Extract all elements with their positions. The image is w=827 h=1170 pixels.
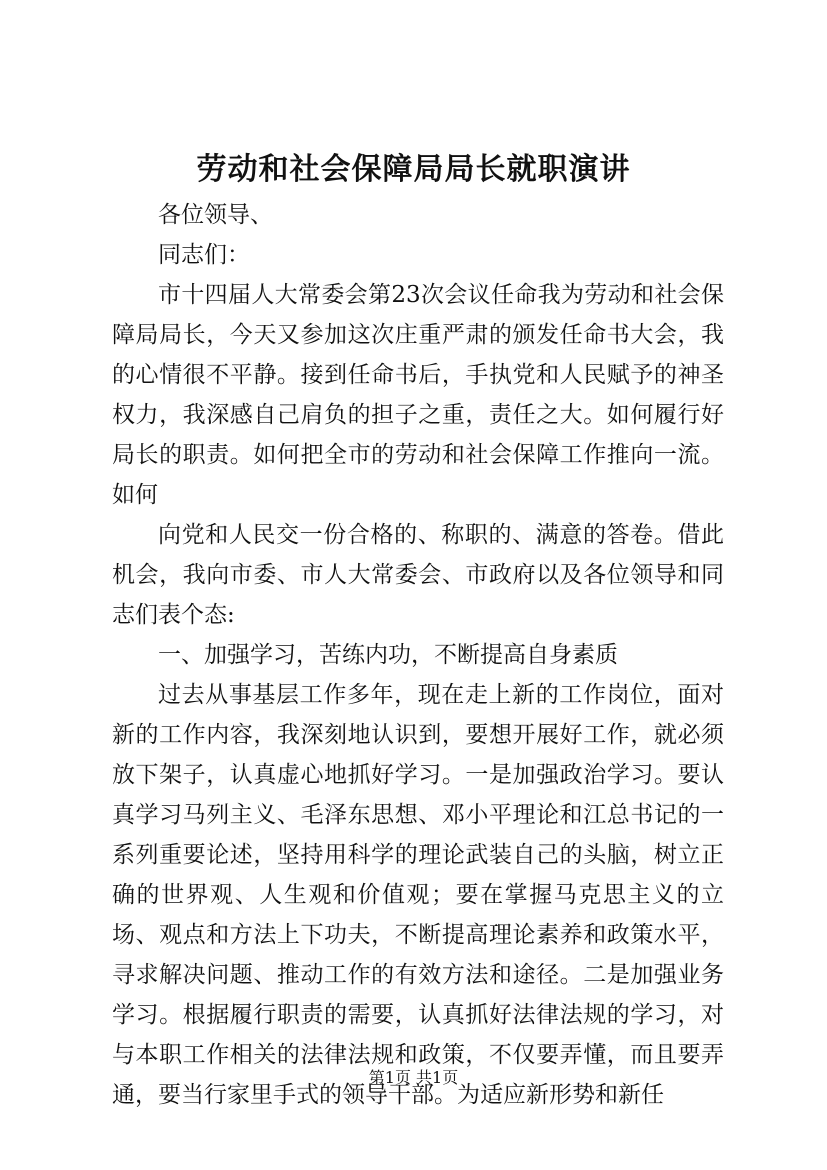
- salutation-comrades: 同志们：: [158, 242, 250, 268]
- paragraph-study: 过去从事基层工作多年，现在走上新的工作岗位，面对新的工作内容，我深刻地认识到，要想开展好工作，就必须放下架子，认真虚心地抓好学习。一是加强政治学习。要认真学习马列主义、毛泽东思想、邓小平理论和江总书记的一系列重要论述，坚持用科学的理论武装自己的头脑，树立正确的世界观、人生观和价值观；要在掌握马克思主义的立场、观点和方法上下功夫，不断提高理论素养和政策水平，寻求解决问题、推动工作的有效方法和途径。二是加强业务学习。根据履行职责的需要，认真抓好法律法规的学习，对与本职工作相关的法律法规和政策，不仅要弄懂，而且要弄通，要当行家里手式的领导干部。为适应新形势和新任: [112, 682, 724, 1108]
- document-title: 劳动和社会保障局局长就职演讲: [196, 152, 631, 187]
- page-footer: 第1页 共1页: [368, 1068, 459, 1087]
- document-body: [112, 195, 724, 1115]
- paragraph-pledge: 向党和人民交一份合格的、称职的、满意的答卷。借此机会，我向市委、市人大常委会、市政府以及各位领导和同志们表个态:: [112, 522, 724, 628]
- paragraph-appointment: 市十四届人大常委会第23次会议任命我为劳动和社会保障局局长，今天又参加这次庄重严肃的颁发任命书大会，我的心情很不平静。接到任命书后，手执党和人民赋予的神圣权力，我深感自己肩负的担子之重，责任之大。如何履行好局长的职责。如何把全市的劳动和社会保障工作推向一流。如何: [112, 282, 724, 508]
- salutation-leaders: 各位领导、: [158, 202, 273, 228]
- section-heading-1: 一、加强学习，苦练内功，不断提高自身素质: [158, 642, 618, 668]
